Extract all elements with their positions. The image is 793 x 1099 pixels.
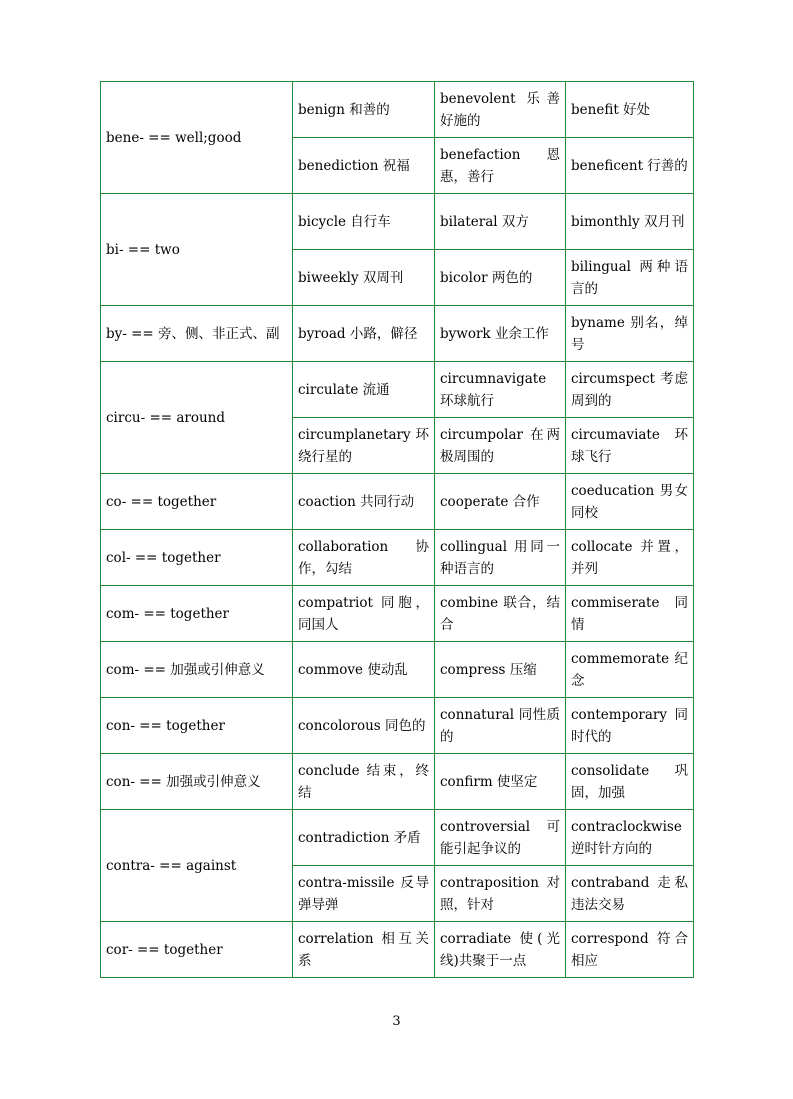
example-word-cell: circulate 流通: [293, 362, 435, 418]
prefix-cell: bi- == two: [101, 194, 293, 306]
example-word-cell: bicycle 自行车: [293, 194, 435, 250]
example-word-cell: collingual 用同一种语言的: [435, 530, 566, 586]
example-word-cell: bilingual 两种语言的: [566, 250, 694, 306]
example-word-cell: circumpolar 在两极周围的: [435, 418, 566, 474]
prefix-cell: con- == 加强或引伸意义: [101, 754, 293, 810]
page-number: 3: [392, 1014, 401, 1029]
example-word-cell: commove 使动乱: [293, 642, 435, 698]
prefix-cell: col- == together: [101, 530, 293, 586]
table-row: [101, 642, 694, 698]
table-row: [101, 362, 694, 418]
table-row: [101, 754, 694, 810]
example-word-cell: connatural 同性质的: [435, 698, 566, 754]
table-row: [101, 194, 694, 250]
example-word-cell: corradiate 使(光线)共聚于一点: [435, 922, 566, 978]
example-word-cell: bicolor 两色的: [435, 250, 566, 306]
prefix-cell: by- == 旁、侧、非正式、副: [101, 306, 293, 362]
example-word-cell: consolidate 巩固，加强: [566, 754, 694, 810]
example-word-cell: circumspect 考虑周到的: [566, 362, 694, 418]
example-word-cell: biweekly 双周刊: [293, 250, 435, 306]
example-word-cell: bimonthly 双月刊: [566, 194, 694, 250]
table-row: [101, 698, 694, 754]
example-word-cell: contradiction 矛盾: [293, 810, 435, 866]
example-word-cell: commiserate 同情: [566, 586, 694, 642]
example-word-cell: benefit 好处: [566, 82, 694, 138]
example-word-cell: confirm 使坚定: [435, 754, 566, 810]
example-word-cell: benediction 祝福: [293, 138, 435, 194]
example-word-cell: coaction 共同行动: [293, 474, 435, 530]
example-word-cell: contemporary 同时代的: [566, 698, 694, 754]
table-row: [101, 810, 694, 866]
example-word-cell: compress 压缩: [435, 642, 566, 698]
prefix-cell: circu- == around: [101, 362, 293, 474]
example-word-cell: benevolent 乐善好施的: [435, 82, 566, 138]
prefix-cell: com- == 加强或引伸意义: [101, 642, 293, 698]
prefix-vocabulary-table: [100, 81, 694, 978]
example-word-cell: beneficent 行善的: [566, 138, 694, 194]
prefix-cell: contra- == against: [101, 810, 293, 922]
example-word-cell: controversial 可能引起争议的: [435, 810, 566, 866]
example-word-cell: benign 和善的: [293, 82, 435, 138]
prefix-cell: cor- == together: [101, 922, 293, 978]
example-word-cell: compatriot 同胞，同国人: [293, 586, 435, 642]
example-word-cell: byroad 小路，僻径: [293, 306, 435, 362]
example-word-cell: contra-missile 反导弹导弹: [293, 866, 435, 922]
example-word-cell: bywork 业余工作: [435, 306, 566, 362]
prefix-cell: con- == together: [101, 698, 293, 754]
example-word-cell: contraband 走私违法交易: [566, 866, 694, 922]
example-word-cell: circumnavigate 环球航行: [435, 362, 566, 418]
example-word-cell: coeducation 男女同校: [566, 474, 694, 530]
example-word-cell: conclude 结束，终结: [293, 754, 435, 810]
example-word-cell: concolorous 同色的: [293, 698, 435, 754]
example-word-cell: circumaviate 环球飞行: [566, 418, 694, 474]
example-word-cell: correlation 相互关系: [293, 922, 435, 978]
table-row: [101, 474, 694, 530]
prefix-cell: bene- == well;good: [101, 82, 293, 194]
prefix-cell: com- == together: [101, 586, 293, 642]
example-word-cell: bilateral 双方: [435, 194, 566, 250]
table-row: [101, 306, 694, 362]
example-word-cell: commemorate 纪念: [566, 642, 694, 698]
example-word-cell: combine 联合，结合: [435, 586, 566, 642]
example-word-cell: collaboration 协作，勾结: [293, 530, 435, 586]
table-row: [101, 530, 694, 586]
example-word-cell: contraclockwise 逆时针方向的: [566, 810, 694, 866]
table-row: [101, 922, 694, 978]
table-row: [101, 82, 694, 138]
prefix-cell: co- == together: [101, 474, 293, 530]
example-word-cell: correspond 符合相应: [566, 922, 694, 978]
example-word-cell: cooperate 合作: [435, 474, 566, 530]
table-row: [101, 586, 694, 642]
example-word-cell: byname 别名，绰号: [566, 306, 694, 362]
example-word-cell: circumplanetary 环绕行星的: [293, 418, 435, 474]
vocabulary-table-body: [101, 82, 694, 978]
example-word-cell: benefaction 恩惠，善行: [435, 138, 566, 194]
example-word-cell: contraposition 对照，针对: [435, 866, 566, 922]
example-word-cell: collocate 并置，并列: [566, 530, 694, 586]
